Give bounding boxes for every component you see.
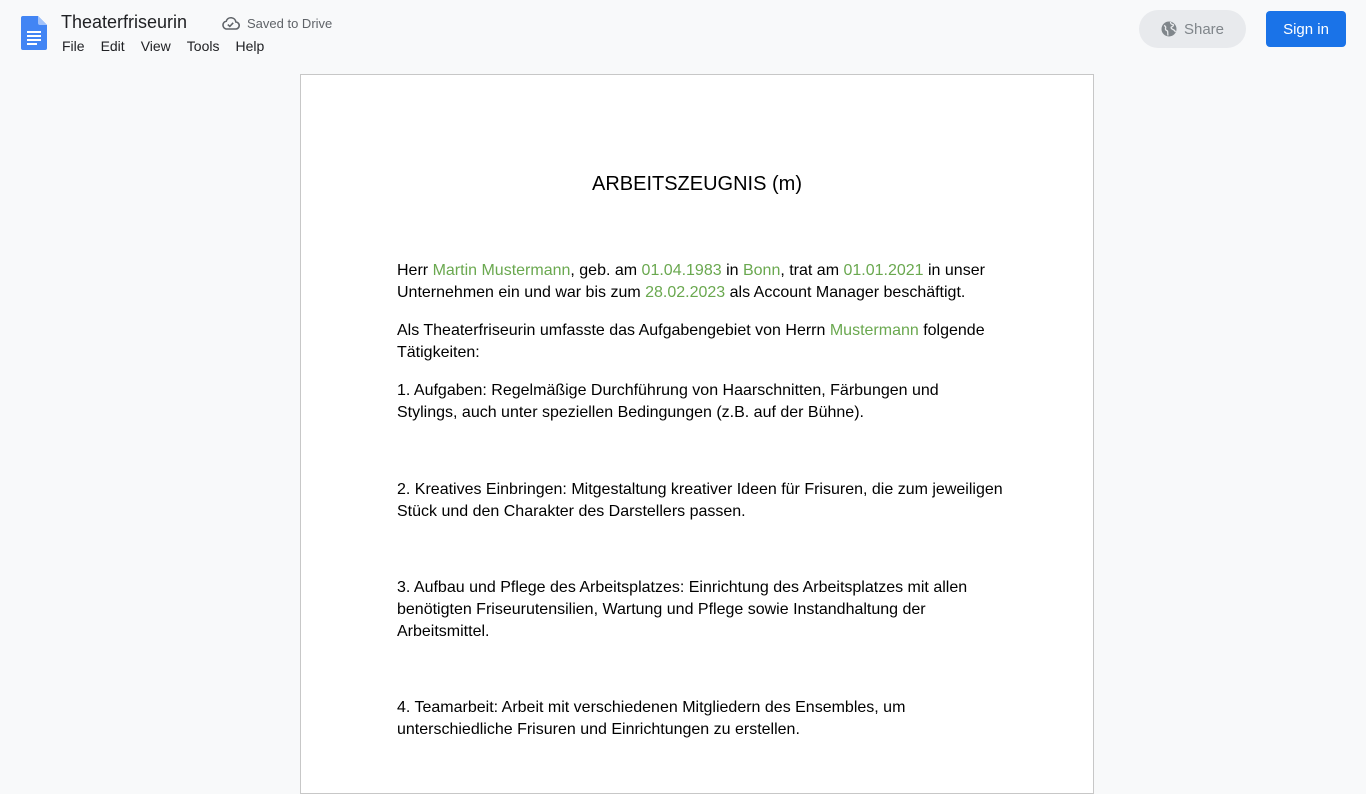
- document-page[interactable]: [300, 74, 1094, 794]
- employee-surname: Mustermann: [829, 322, 919, 339]
- menu-bar: [54, 36, 272, 56]
- intro-text-5: in unser Unternehmen ein und war bis zum: [397, 262, 985, 301]
- top-bar: [0, 0, 1366, 62]
- saved-status-label: Saved to Drive: [247, 15, 333, 31]
- intro-paragraph: [397, 260, 1003, 304]
- menu-file[interactable]: File: [62, 38, 85, 54]
- start-date: 01.01.2021: [843, 262, 924, 279]
- document-heading: ARBEITSZEUGNIS (m): [591, 173, 802, 195]
- document-title[interactable]: Theaterfriseurin: [61, 12, 188, 32]
- intro-text-3: in: [721, 262, 743, 279]
- task-item-2: 2. Kreatives Einbringen: Mitgestaltung kreativer Ideen für Frisuren, die zum jeweiligen Stück und den Charakter des Darstellers passen.: [397, 481, 1003, 520]
- google-docs-icon[interactable]: [21, 16, 47, 50]
- menu-tools[interactable]: Tools: [186, 38, 220, 54]
- task-item-4: 4. Teamarbeit: Arbeit mit verschiedenen Mitgliedern des Ensembles, um unterschiedliche Frisuren und Einrichtungen zu erstellen.: [397, 699, 906, 738]
- intro-text-6: als Account Manager beschäftigt.: [725, 284, 966, 301]
- tasks-intro-text-1: Als Theaterfriseurin umfasste das Aufgabengebiet von Herrn: [397, 322, 830, 339]
- tasks-intro-paragraph: [397, 320, 1003, 364]
- employee-name: Martin Mustermann: [432, 262, 571, 279]
- sign-in-button[interactable]: Sign in: [1266, 11, 1346, 47]
- tasks-intro-text-2: folgende Tätigkeiten:: [397, 322, 985, 361]
- menu-help[interactable]: Help: [235, 38, 265, 54]
- birth-date: 01.04.1983: [641, 262, 722, 279]
- saved-status[interactable]: [221, 14, 332, 32]
- menu-edit[interactable]: Edit: [100, 38, 125, 54]
- intro-text-2: , geb. am: [570, 262, 642, 279]
- task-item-3: 3. Aufbau und Pflege des Arbeitsplatzes: Einrichtung des Arbeitsplatzes mit allen benötigten Friseurutensilien, Wartung und Pflege sowie Instandhaltung der Arbeitsmittel.: [397, 579, 968, 640]
- share-button[interactable]: [1139, 10, 1246, 48]
- share-label: Share: [1183, 20, 1225, 38]
- globe-icon: [1161, 21, 1177, 37]
- task-item-1: 1. Aufgaben: Regelmäßige Durchführung von Haarschnitten, Färbungen und Stylings, auch unter speziellen Bedingungen (z.B. auf der Bühne).: [397, 382, 939, 421]
- birth-place: Bonn: [742, 262, 781, 279]
- intro-text-4: , trat am: [780, 262, 844, 279]
- end-date: 28.02.2023: [645, 284, 726, 301]
- cloud-done-icon: [221, 16, 240, 30]
- menu-view[interactable]: View: [140, 38, 171, 54]
- intro-text-1: Herr: [397, 262, 433, 279]
